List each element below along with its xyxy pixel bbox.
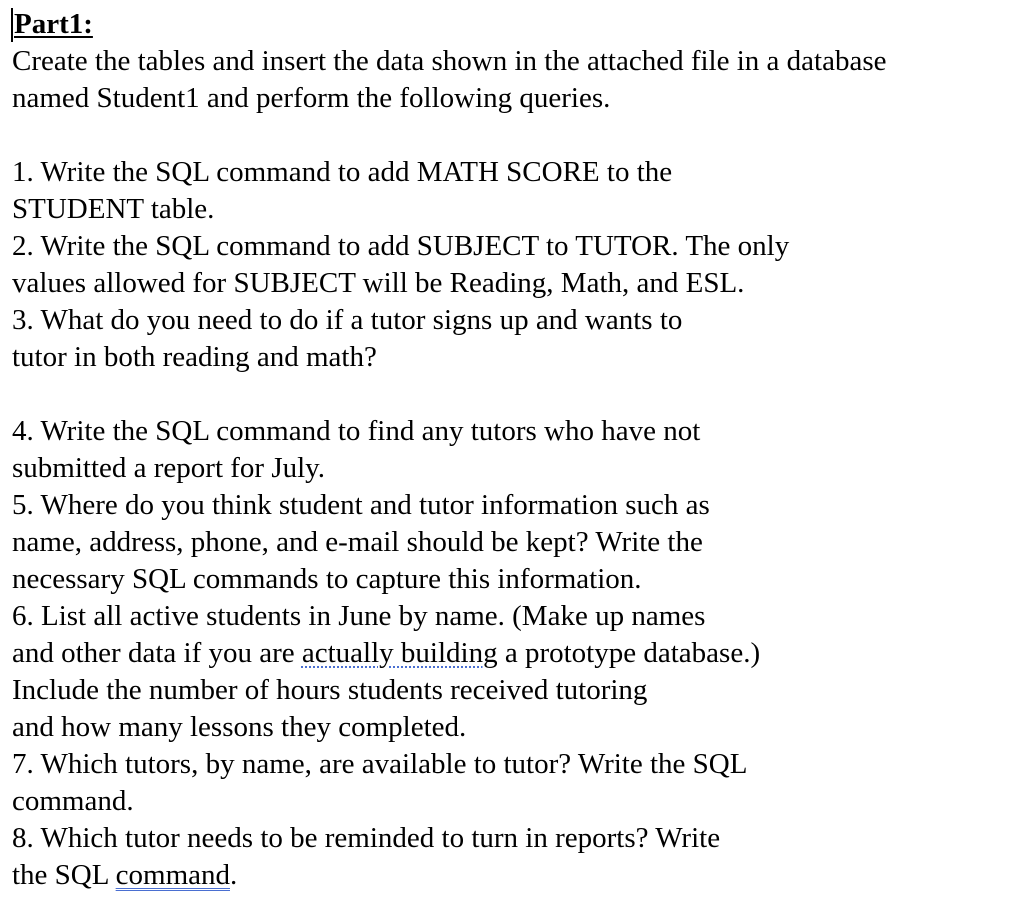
question-4-line-2: submitted a report for July.	[12, 452, 326, 484]
question-6-line-2-post: a prototype database.)	[497, 637, 761, 669]
question-3-line-2: tutor in both reading and math?	[12, 341, 377, 373]
question-2-line-2: values allowed for SUBJECT will be Reading, Math, and ESL.	[12, 267, 745, 299]
title-line	[12, 6, 1017, 43]
question-7-line-1: 7. Which tutors, by name, are available to tutor? Write the SQL	[12, 748, 748, 780]
question-5-line-3: necessary SQL commands to capture this information.	[12, 563, 642, 595]
intro-line-2: named Student1 and perform the following queries.	[12, 82, 611, 114]
question-6-line-2-pre: and other data if you are	[12, 637, 302, 669]
blank-line	[12, 117, 1017, 154]
text-cursor	[11, 8, 13, 42]
grammar-flag-actually-building[interactable]: actually building	[301, 637, 498, 669]
blank-line	[12, 376, 1017, 413]
question-6-line-1: 6. List all active students in June by name. (Make up names	[12, 600, 706, 632]
question-7-line-2: command.	[12, 785, 134, 817]
question-6-line-2	[12, 635, 1017, 672]
grammar-flag-command[interactable]: command	[115, 859, 230, 891]
intro-line-1: Create the tables and insert the data shown in the attached file in a database	[12, 45, 887, 77]
question-4-line-1: 4. Write the SQL command to find any tutors who have not	[12, 415, 701, 447]
question-1-line-1: 1. Write the SQL command to add MATH SCORE to the	[12, 156, 673, 188]
question-2-line-1: 2. Write the SQL command to add SUBJECT to TUTOR. The only	[12, 230, 790, 262]
document-title: Part1:	[14, 8, 93, 40]
question-8-line-2-pre: the SQL	[12, 859, 116, 891]
question-8-line-2-post: .	[230, 859, 238, 891]
question-1-line-2: STUDENT table.	[12, 193, 215, 225]
document-page	[12, 6, 1017, 894]
question-8-line-1: 8. Which tutor needs to be reminded to turn in reports? Write	[12, 822, 721, 854]
question-6-line-3: Include the number of hours students received tutoring	[12, 674, 648, 706]
question-6-line-4: and how many lessons they completed.	[12, 711, 467, 743]
question-3-line-1: 3. What do you need to do if a tutor signs up and wants to	[12, 304, 683, 336]
question-5-line-2: name, address, phone, and e-mail should be kept? Write the	[12, 526, 703, 558]
question-5-line-1: 5. Where do you think student and tutor information such as	[12, 489, 710, 521]
question-8-line-2	[12, 857, 1017, 894]
